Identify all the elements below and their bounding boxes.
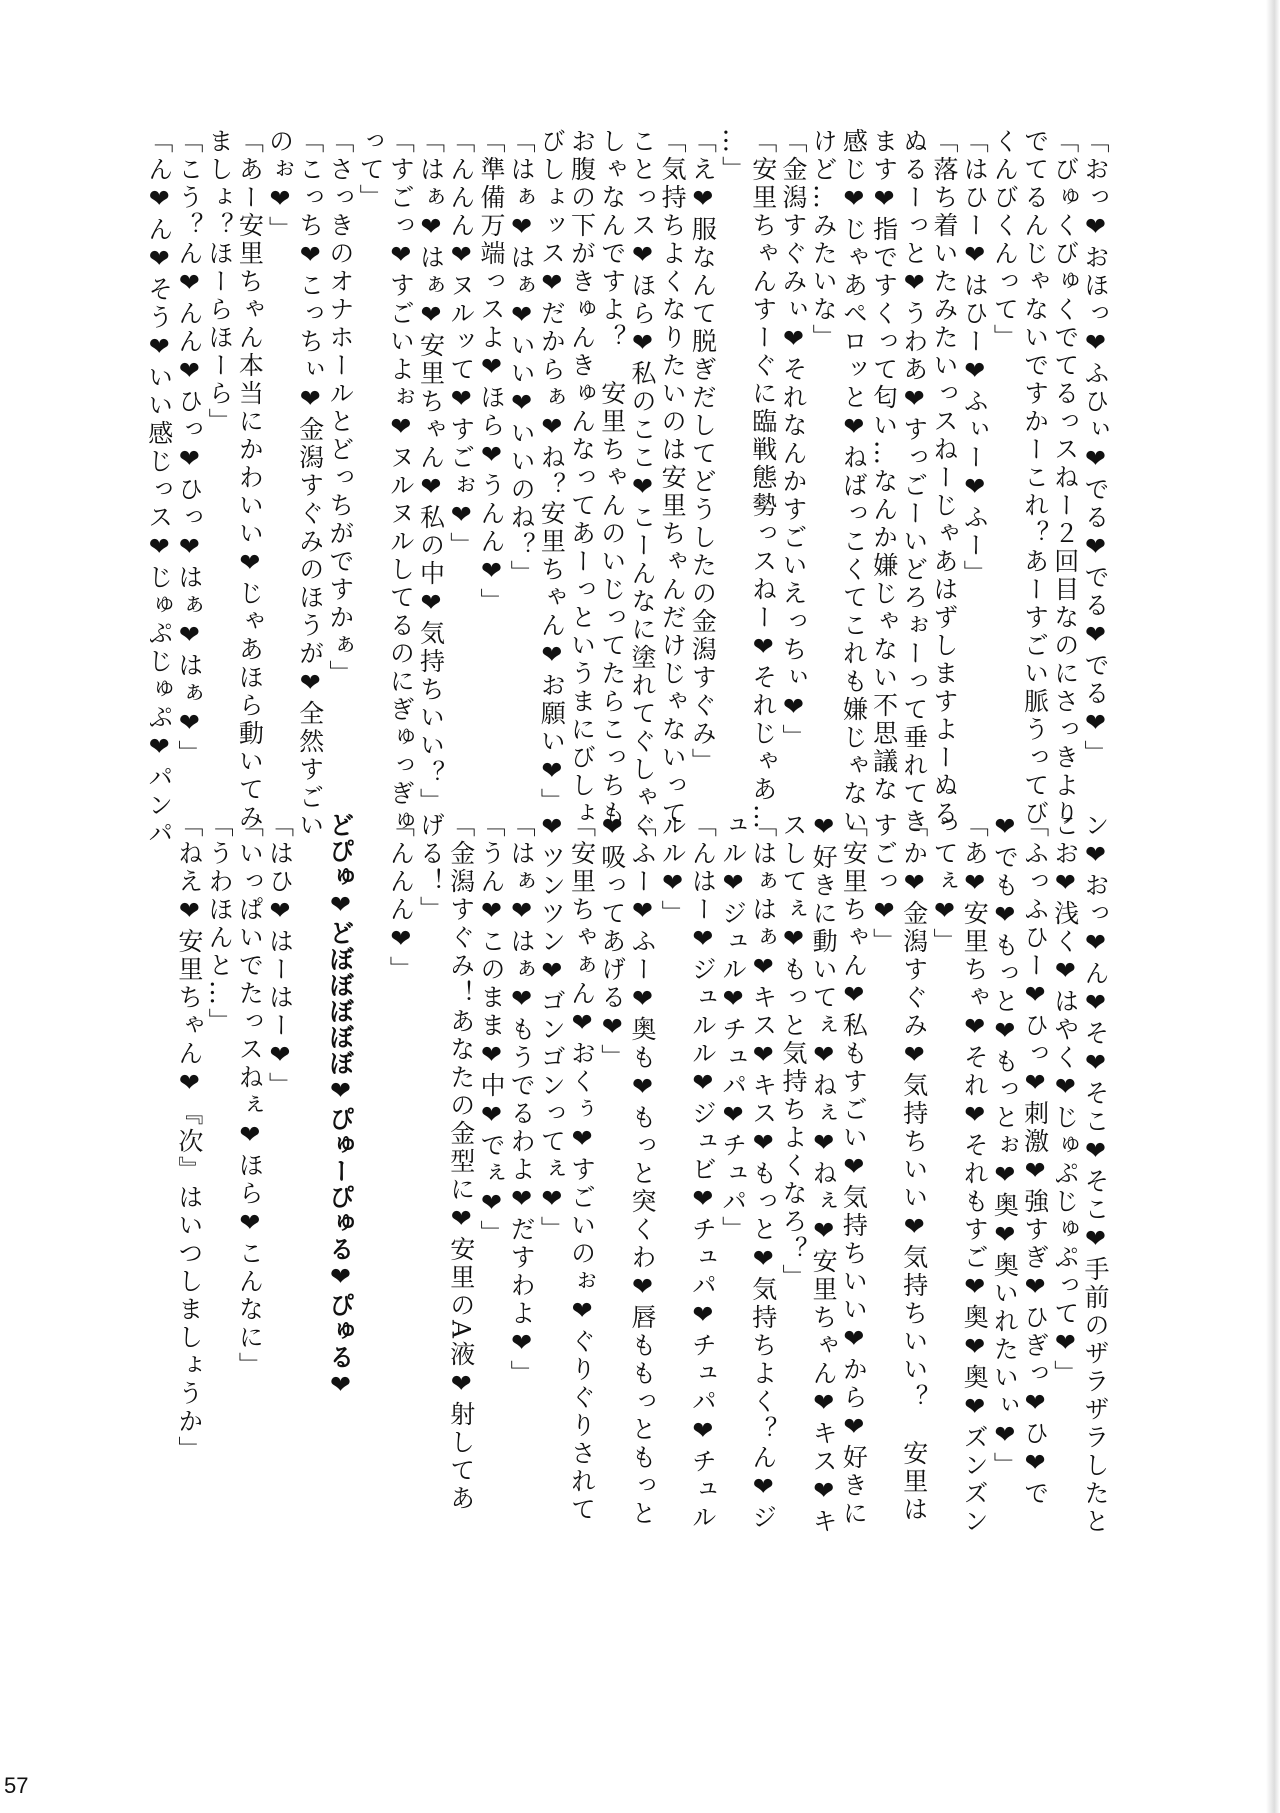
text-column: 「すごっ❤すごいよぉ❤ヌルヌルしてるのにぎゅっぎゅ [386,128,416,836]
text-column: 「ん❤ん❤そう❤いい感じっス❤じゅぷじゅぷ❤パンパ [144,128,174,848]
text-column: すごっ❤」 [869,812,899,956]
text-column: 「こう？ん❤んん❤ひっ❤ひっ❤はぁ❤はぁ❤」 [174,128,204,768]
text-column: 「金潟すぐみぃ❤それなんかすごいえっちぃ❤」 [778,128,808,752]
text-column: ぬるーっと❤うわあ❤すっごーいどろぉーって垂れてき [899,128,929,836]
text-column: 「気持ちよくなりたいのは安里ちゃんだけじゃないって [658,128,688,828]
text-column: 「んんん❤」 [386,812,416,984]
blank-column [295,812,325,1512]
text-column: 「あー安里ちゃん本当にかわいい❤じゃあほら動いてみ [235,128,265,832]
text-column: 「準備万端っスよ❤ほら❤うんん❤」 [476,128,506,616]
text-column: 「はぁはぁ❤キス❤キス❤もっと❤気持ちよく？ん❤ジ [748,812,778,1532]
text-column: 「おっ❤おほっ❤ふひぃ❤でる❤でる❤でる❤」 [1081,128,1110,768]
text-column: 感じ❤じゃあペロッと❤ねばっこくてこれも嫌じゃない [839,128,869,836]
text-column: ❤吸ってあげる❤」 [597,812,627,1072]
text-column: 「はぁ❤はぁ❤いい❤いいのね？」 [507,128,537,588]
text-block-bottom [174,812,1110,1536]
text-column: 「はひ❤はーはー❤」 [265,812,295,1100]
text-column: 「安里ちゃぁん❤おくぅ❤すごいのぉ❤ぐりぐりされて [567,812,597,1524]
text-column: けど…みたいな」 [809,128,839,352]
text-column: …」 [718,128,748,184]
text-block-top [144,128,1111,848]
text-column: 「あ❤安里ちゃ❤それ❤それもすご❤奥❤奥❤ズンズン [960,812,990,1536]
text-column: げる！」 [416,812,446,924]
text-column: 「こっち❤こっちぃ❤金潟すぐみのほうが❤全然すごい [295,128,325,840]
text-column: ルル❤」 [658,812,688,928]
text-column: 「いっぱいでたっスねぇ❤ほら❤こんなに」 [235,812,265,1380]
text-column: ❤でも❤もっと❤もっとぉ❤奥❤奥いれたいぃ❤」 [990,812,1020,1480]
text-column: って」 [356,128,386,212]
sound-effect: どぴゅ❤どぼぼぼぼぼ❤ぴゅーぴゅる❤ぴゅる❤ [325,812,355,1400]
text-column: しゃなんですよ？ 安里ちゃんのいじってたらこっちも [597,128,627,828]
text-column: こお❤浅く❤はやく❤じゅぷじゅぷって❤」 [1050,812,1080,1388]
text-column: 「落ち着いたみたいっスねーじゃあはずしますよーぬる [929,128,959,828]
text-column: 「うわほんと…」 [205,812,235,1036]
text-column: ます❤指ですくって匂い…なんか嫌じゃない不思議な [869,128,899,804]
text-column: でてるんじゃないですかーこれ？あーすごい脈うってび [1020,128,1050,828]
text-column: ましょ？ほーらほーら」 [205,128,235,436]
text-column: 「安里ちゃんすーぐに臨戦態勢っスねー❤それじゃあ… [748,128,778,832]
text-column: 「え❤服なんて脱ぎだしてどうしたの金潟すぐみ」 [688,128,718,776]
page-number: 57 [4,1773,29,1798]
text-column: くんびくんって」 [990,128,1020,352]
text-column: びしょッス❤だからぁ❤ね？安里ちゃん❤お願い❤」 [537,128,567,816]
text-column: 「ねえ❤安里ちゃん❤『次』はいつしましょうか」 [174,812,204,1464]
text-column: 「はぁ❤はぁ❤もうでるわよ❤だすわよ❤」 [507,812,537,1388]
text-column: 「安里ちゃん❤私もすごい❤気持ちいい❤から❤好きに [839,812,869,1528]
text-column: ン❤おっ❤ん❤そ❤そこ❤そこ❤手前のザラザラしたと [1081,812,1110,1536]
text-column: 「んはー❤ジュルル❤ジュビ❤チュパ❤チュパ❤チュル [688,812,718,1532]
text-column: お腹の下がきゅんきゅんなってあーっというまにびしょ [567,128,597,828]
text-column: ってぇ❤」 [929,812,959,956]
text-column: 「ふー❤ふー❤奥も❤もっと突くわ❤唇ももっともっと [627,812,657,1528]
text-column: 「さっきのオナホールとどっちがですかぁ」 [325,128,355,688]
text-column: ❤好きに動いてぇ❤ねぇ❤ねぇ❤安里ちゃん❤キス❤キ [809,812,839,1536]
text-column: 「か❤金潟すぐみ❤気持ちいい❤気持ちいい？ 安里は [899,812,929,1524]
text-column: ❤ツンツン❤ゴンゴンってぇ❤」 [537,812,567,1244]
text-column: ことっス❤ほら❤私のここ❤こーんなに塗れてぐしゃぐ [627,128,657,840]
page-edge-shadow [1266,0,1280,1813]
blank-column [355,812,385,1512]
text-column: 「うん❤このまま❤中❤でぇ❤」 [476,812,506,1248]
text-column: ュル❤ジュル❤チュパ❤チュパ」 [718,812,748,1244]
text-column: 「金潟すぐみ！あなたの金型に❤安里のA液❤射してあ [446,812,476,1514]
text-column: 「はぁ❤はぁ❤安里ちゃん❤私の中❤気持ちいい？」 [416,128,446,816]
text-column: スしてぇ❤もっと気持ちよくなろ？」 [778,812,808,1292]
text-column: 「んんん❤ヌルッて❤すごぉ❤」 [446,128,476,560]
text-column: のぉ❤」 [265,128,295,244]
text-column: 「ふっふひー❤ひっ❤刺激❤強すぎ❤ひぎっ❤ひ❤で [1020,812,1050,1508]
text-column: 「びゅくびゅくでてるっスねー２回目なのにさっきより [1050,128,1080,828]
text-column: 「はひー❤はひー❤ふぃー❤ふー」 [960,128,990,588]
